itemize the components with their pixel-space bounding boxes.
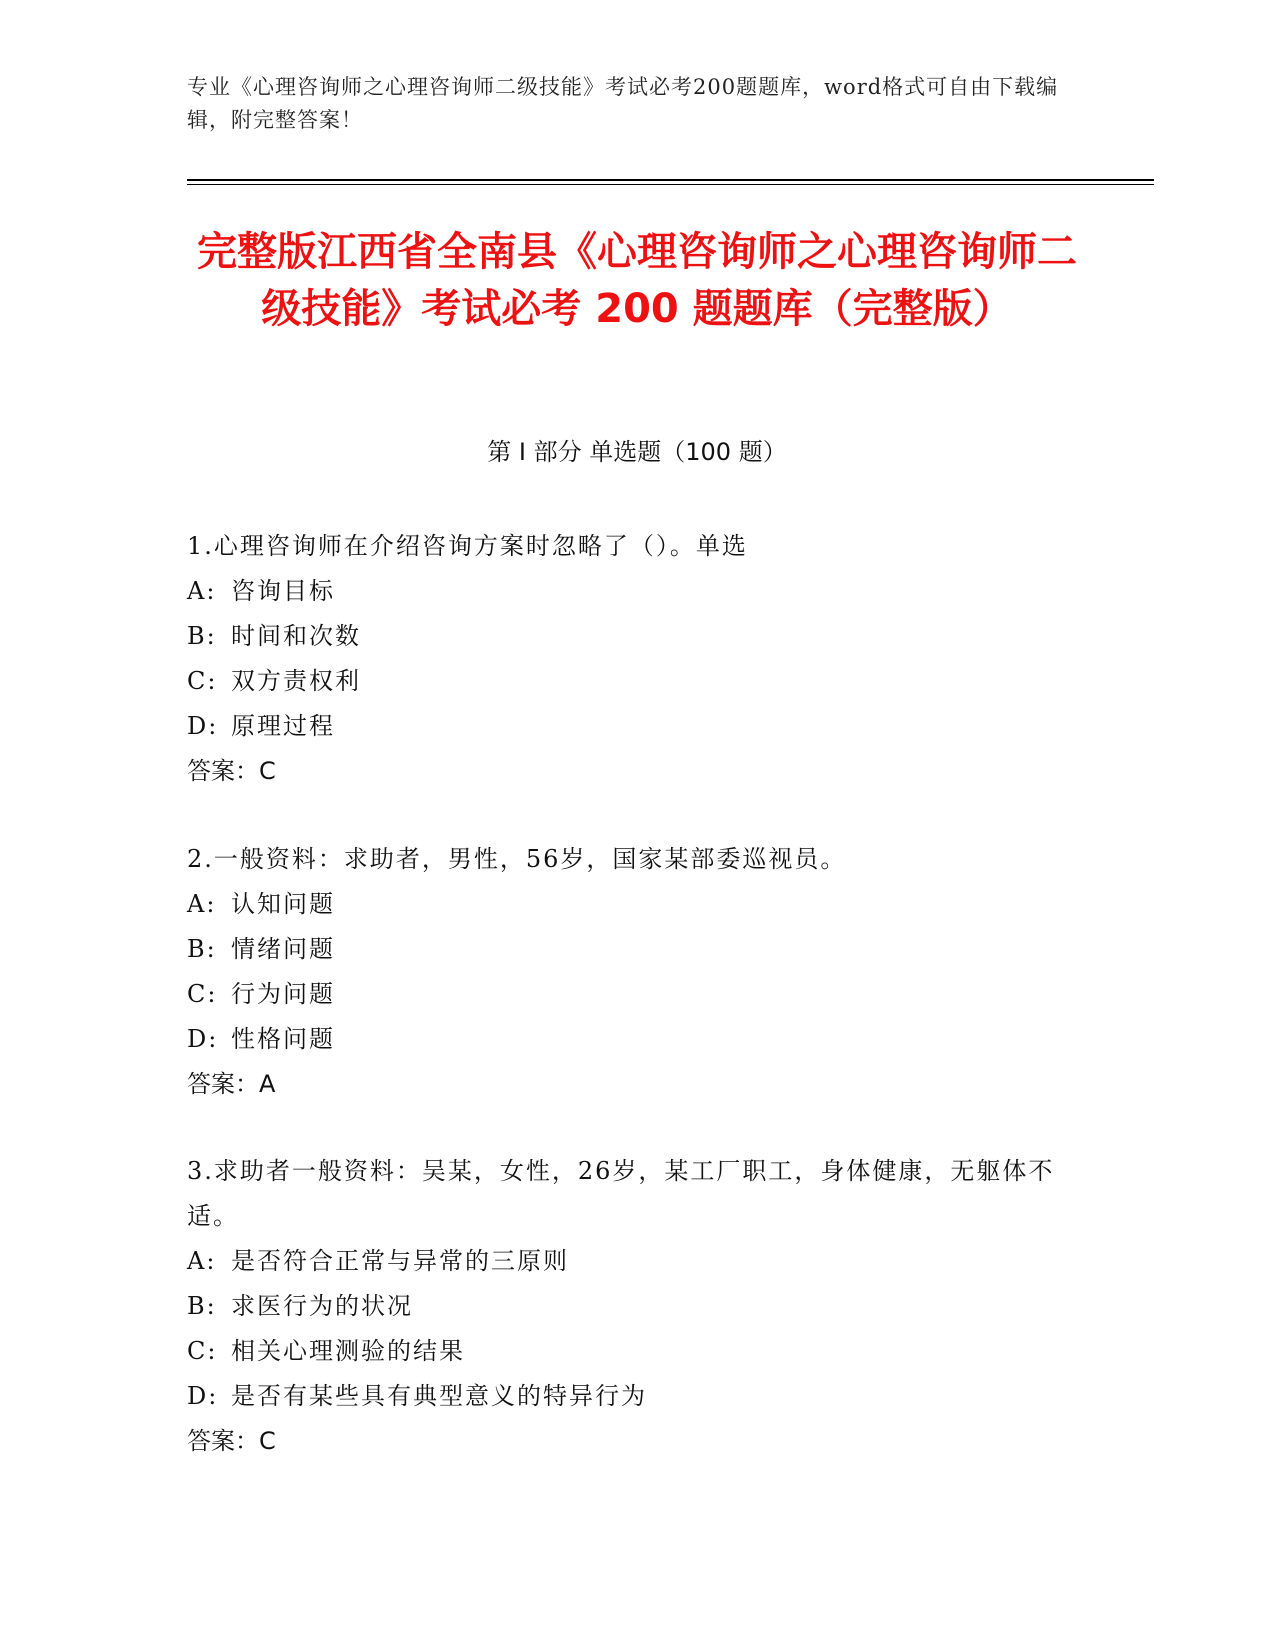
option-c	[187, 659, 1087, 704]
option-letter: A:	[187, 577, 217, 605]
answer-text: 答案：A	[187, 1070, 276, 1098]
question-3	[187, 1149, 1087, 1464]
header-note: 专业《心理咨询师之心理咨询师二级技能》考试必考200题题库，word格式可自由下载编辑，附完整答案！	[187, 75, 1059, 132]
option-text: 双方责权利	[231, 667, 361, 695]
option-letter: D:	[187, 1025, 219, 1053]
option-letter: B:	[187, 935, 217, 963]
question-2	[187, 837, 1087, 1107]
question-1	[187, 524, 1087, 794]
section-title: 第 I 部分 单选题（100 题）	[487, 438, 787, 466]
option-a	[187, 882, 1087, 927]
option-text: 是否符合正常与异常的三原则	[231, 1247, 569, 1275]
option-letter: D:	[187, 1382, 219, 1410]
option-text: 求医行为的状况	[231, 1292, 413, 1320]
option-d	[187, 1017, 1087, 1062]
option-c	[187, 1329, 1087, 1374]
header-divider-thin	[187, 184, 1154, 185]
option-b	[187, 927, 1087, 972]
question-text: 2.一般资料：求助者，男性，56岁，国家某部委巡视员。	[187, 845, 847, 873]
option-a	[187, 569, 1087, 614]
option-b	[187, 614, 1087, 659]
option-text: 时间和次数	[231, 622, 361, 650]
header-divider-thick	[187, 179, 1154, 181]
option-letter: C:	[187, 1337, 218, 1365]
option-b	[187, 1284, 1087, 1329]
document-title: 完整版江西省全南县《心理咨询师之心理咨询师二级技能》考试必考 200 题题库（完整版）	[197, 229, 1077, 332]
option-letter: B:	[187, 622, 217, 650]
option-c	[187, 972, 1087, 1017]
answer-text: 答案：C	[187, 1427, 276, 1455]
option-text: 原理过程	[231, 712, 335, 740]
option-d	[187, 1374, 1087, 1419]
option-letter: C:	[187, 980, 218, 1008]
option-a	[187, 1239, 1087, 1284]
option-letter: B:	[187, 1292, 217, 1320]
option-text: 相关心理测验的结果	[231, 1337, 465, 1365]
answer-text: 答案：C	[187, 757, 276, 785]
option-letter: C:	[187, 667, 218, 695]
option-letter: D:	[187, 712, 219, 740]
option-letter: A:	[187, 890, 217, 918]
question-text: 3.求助者一般资料：吴某，女性，26岁，某工厂职工，身体健康，无躯体不适。	[187, 1157, 1055, 1230]
option-letter: A:	[187, 1247, 217, 1275]
option-text: 是否有某些具有典型意义的特异行为	[231, 1382, 647, 1410]
option-text: 认知问题	[231, 890, 335, 918]
option-text: 咨询目标	[231, 577, 335, 605]
option-text: 情绪问题	[231, 935, 335, 963]
option-text: 行为问题	[231, 980, 335, 1008]
question-text: 1.心理咨询师在介绍咨询方案时忽略了（）。单选	[187, 532, 748, 560]
option-text: 性格问题	[231, 1025, 335, 1053]
option-d	[187, 704, 1087, 749]
